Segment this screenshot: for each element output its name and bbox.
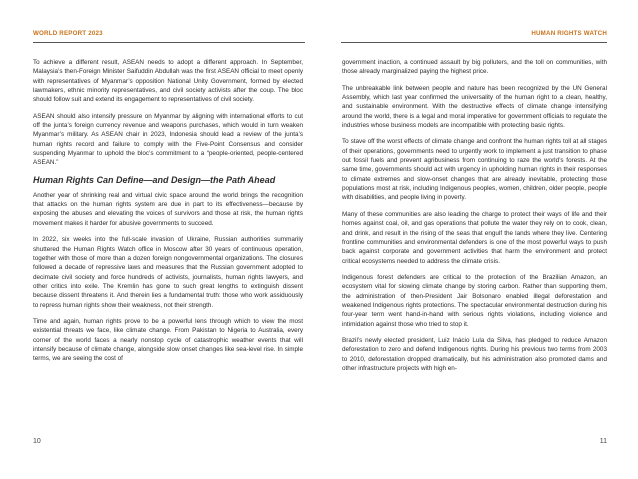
body-paragraph: In 2022, six weeks into the full-scale invasion of Ukraine, Russian authorities summarily shuttered the Human Rights Watch office in Moscow after 30 years of continuous operation, together with those of more than a dozen foreign nongovernmental organizations. The closures followed a decade of repressive laws and measures that the Russian government adopted to decimate civil society and force hundreds of activists, journalists, human rights lawyers, and other critics into exile. The Kremlin has gone to such great lengths to extinguish dissent because dissent threatens it. And therein lies a fundamental truth: those who work assiduously to repress human rights show their weakness, not their strength. [33, 236, 303, 309]
right-page [319, 0, 638, 479]
body-paragraph: Indigenous forest defenders are critical to the protection of the Brazilian Amazon, an ecosystem vital for slowing climate change by storing carbon. Rather than supporting them, the administration of then-President Jair Bolsonaro enabled illegal deforestation and weakened Indigenous rights protections. The spectacular environmental destruction during his four-year term went hand-in-hand with serious rights violations, including violence and intimidation against those who tried to stop it. [342, 273, 607, 328]
section-heading: Human Rights Can Define—and Design—the Path Ahead [33, 174, 276, 185]
left-text-column [33, 58, 303, 371]
body-paragraph: To stave off the worst effects of climate change and confront the human rights toll at all stages of their operations, governments need to urgently work to implement a just transition to phase out fossil fuels and prevent agribusiness from continuing to raze the world’s forests. At the same time, governments should act with urgency in upholding human rights in their responses to climate extremes and slow-onset changes that are already inevitable, protecting those populations most at risk, including Indigenous peoples, women, children, older people, people with disabilities, and people living in poverty. [342, 138, 607, 202]
body-paragraph: Many of these communities are also leading the charge to protect their ways of life and their homes against coal, oil, and gas operations that pollute the water they rely on to cook, clean, and drink, and result in the rising of the seas that engulf the lands where they live. Centering frontline communities and environmental defenders is one of the most powerful ways to push back against corporate and government activities that harm the environment and protect critical ecosystems needed to address the climate crisis. [342, 210, 607, 265]
right-text-column [342, 58, 607, 380]
header-rule-left [33, 42, 305, 43]
body-paragraph: The unbreakable link between people and nature has been recognized by the UN General Assembly, which last year confirmed the universality of the human right to a clean, healthy, and sustainable environment. With the destructive effects of climate change intensifying around the world, there is a legal and moral imperative for government officials to regulate the industries whose business models are incompatible with protecting basic rights. [342, 84, 607, 130]
body-paragraph: Another year of shrinking real and virtual civic space around the world brings the recognition that attacks on the human rights system are due in part to its effectiveness—because by exposing the abuses and elevating the voices of survivors and those at risk, the human rights movement makes it harder for abusive governments to succeed. [33, 191, 303, 227]
running-head-right: HUMAN RIGHTS WATCH [531, 30, 607, 37]
body-paragraph: government inaction, a continued assault by big polluters, and the toll on communities, with those already marginalized paying the highest price. [342, 59, 607, 76]
body-paragraph: To achieve a different result, ASEAN needs to adopt a different approach. In September, Malaysia’s then-Foreign Minister Saifuddin Abdullah was the first ASEAN official to meet openly with representatives of Myanmar’s opposition National Unity Government, formed by elected lawmakers, ethnic minority representatives, and civil society activists after the coup. The bloc should follow suit and extend its engagement to representatives of civil society. [33, 59, 303, 104]
running-head-left: WORLD REPORT 2023 [33, 30, 103, 37]
body-paragraph: Brazil’s newly elected president, Luiz Inácio Lula da Silva, has pledged to reduce Amazon deforestation to zero and defend Indigenous rights. During his previous two terms from 2003 to 2010, deforestation dropped dramatically, but his administration also promoted dams and other infrastructure projects with high en- [342, 336, 607, 372]
header-rule-right [341, 42, 607, 43]
page-number-left: 10 [33, 438, 41, 445]
body-paragraph: Time and again, human rights prove to be a powerful lens through which to view the most existential threats we face, like climate change. From Pakistan to Nigeria to Australia, every corner of the world faces a nearly nonstop cycle of catastrophic weather events that will intensify because of climate change, alongside slow onset changes like sea-level rise. In simple terms, we are seeing the cost of [33, 317, 303, 363]
page-number-right: 11 [599, 438, 607, 445]
body-paragraph: ASEAN should also intensify pressure on Myanmar by aligning with international efforts to cut off the junta’s foreign currency revenue and weapons purchases, which would in turn weaken Myanmar’s military. As ASEAN chair in 2023, Indonesia should lead a review of the junta’s human rights record and failure to comply with the Five-Point Consensus and consider suspending Myanmar to uphold the bloc’s commitment to a “people-oriented, people-centered ASEAN.” [33, 112, 303, 167]
